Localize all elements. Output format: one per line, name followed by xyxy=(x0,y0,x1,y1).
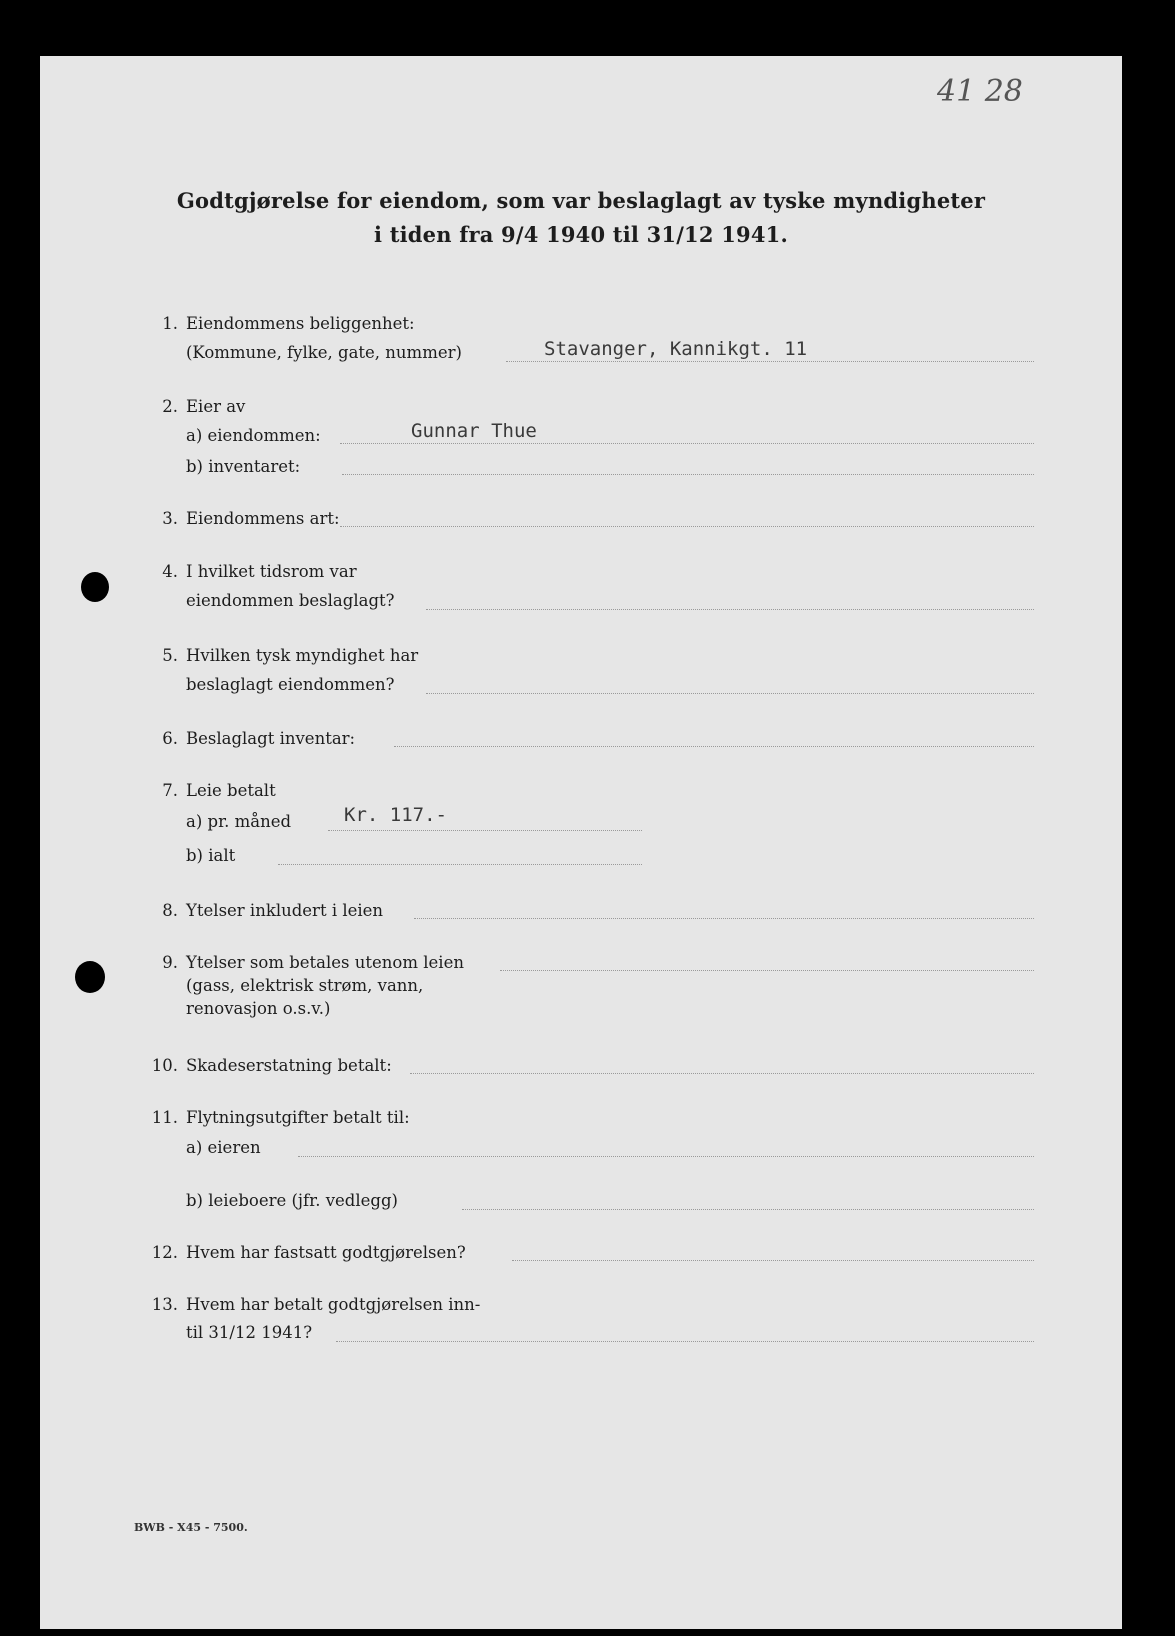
item-9-label-sub-1: (gass, elektrisk strøm, vann, xyxy=(186,976,424,995)
item-3-label: Eiendommens art: xyxy=(186,509,340,528)
item-9-number: 9. xyxy=(162,953,178,972)
item-11b-field-line[interactable] xyxy=(462,1209,1034,1210)
item-2a-value[interactable]: Gunnar Thue xyxy=(411,420,537,442)
item-1-value[interactable]: Stavanger, Kannikgt. 11 xyxy=(544,338,808,360)
item-9-label-sub-2: renovasjon o.s.v.) xyxy=(186,999,331,1018)
item-6-field-line[interactable] xyxy=(394,746,1034,747)
item-6-label: Beslaglagt inventar: xyxy=(186,729,356,748)
item-7b-label: b) ialt xyxy=(186,846,236,865)
item-5-number: 5. xyxy=(162,646,178,665)
item-7a-field-line xyxy=(328,830,642,831)
item-13-field-line[interactable] xyxy=(336,1341,1034,1342)
item-5-field-line[interactable] xyxy=(426,693,1034,694)
item-8-number: 8. xyxy=(162,901,178,920)
form-title-line-1: Godtgjørelse for eiendom, som var beslaglagt av tyske myndigheter xyxy=(176,188,986,213)
item-2a-field-line xyxy=(340,443,1034,444)
item-4-label: I hvilket tidsrom var xyxy=(186,562,357,581)
item-4-field-line[interactable] xyxy=(426,609,1034,610)
printer-mark: BWB - X45 - 7500. xyxy=(134,1521,248,1534)
item-2-number: 2. xyxy=(162,397,178,416)
item-13-label-sub: til 31/12 1941? xyxy=(186,1323,313,1342)
item-7a-value[interactable]: Kr. 117.- xyxy=(344,804,447,826)
punch-hole-bottom xyxy=(75,961,105,993)
item-5-label-sub: beslaglagt eiendommen? xyxy=(186,675,395,694)
item-8-label: Ytelser inkludert i leien xyxy=(186,901,384,920)
form-sheet xyxy=(40,56,1122,1629)
item-10-field-line[interactable] xyxy=(410,1073,1034,1074)
item-5-label: Hvilken tysk myndighet har xyxy=(186,646,419,665)
punch-hole-top xyxy=(81,572,109,602)
item-1-label: Eiendommens beliggenhet: xyxy=(186,314,415,333)
item-10-number: 10. xyxy=(151,1056,178,1075)
item-13-label: Hvem har betalt godtgjørelsen inn- xyxy=(186,1295,481,1314)
item-8-field-line[interactable] xyxy=(414,918,1034,919)
item-2b-field-line[interactable] xyxy=(342,474,1034,475)
item-9-label: Ytelser som betales utenom leien xyxy=(186,953,464,972)
item-12-number: 12. xyxy=(151,1243,178,1262)
form-title-line-2: i tiden fra 9/4 1940 til 31/12 1941. xyxy=(374,222,788,247)
item-7a-label: a) pr. måned xyxy=(186,812,292,831)
item-7-label: Leie betalt xyxy=(186,781,276,800)
item-3-field-line[interactable] xyxy=(340,526,1034,527)
item-11a-field-line[interactable] xyxy=(298,1156,1034,1157)
item-1-number: 1. xyxy=(162,314,178,333)
archive-number: 41 28 xyxy=(937,74,1023,109)
item-2b-label: b) inventaret: xyxy=(186,457,301,476)
item-3-number: 3. xyxy=(162,509,178,528)
item-1-label-sub: (Kommune, fylke, gate, nummer) xyxy=(186,343,462,362)
item-11-number: 11. xyxy=(151,1108,178,1127)
item-11b-label: b) leieboere (jfr. vedlegg) xyxy=(186,1191,398,1210)
item-11a-label: a) eieren xyxy=(186,1138,261,1157)
item-4-number: 4. xyxy=(162,562,178,581)
item-13-number: 13. xyxy=(151,1295,178,1314)
item-2a-label: a) eiendommen: xyxy=(186,426,321,445)
item-6-number: 6. xyxy=(162,729,178,748)
item-11-label: Flytningsutgifter betalt til: xyxy=(186,1108,410,1127)
item-9-field-line[interactable] xyxy=(500,970,1034,971)
item-12-field-line[interactable] xyxy=(512,1260,1034,1261)
item-4-label-sub: eiendommen beslaglagt? xyxy=(186,591,395,610)
item-10-label: Skadeserstatning betalt: xyxy=(186,1056,392,1075)
item-12-label: Hvem har fastsatt godtgjørelsen? xyxy=(186,1243,466,1262)
item-7-number: 7. xyxy=(162,781,178,800)
item-1-field-line xyxy=(506,361,1034,362)
item-2-label: Eier av xyxy=(186,397,246,416)
item-7b-field-line[interactable] xyxy=(278,864,642,865)
